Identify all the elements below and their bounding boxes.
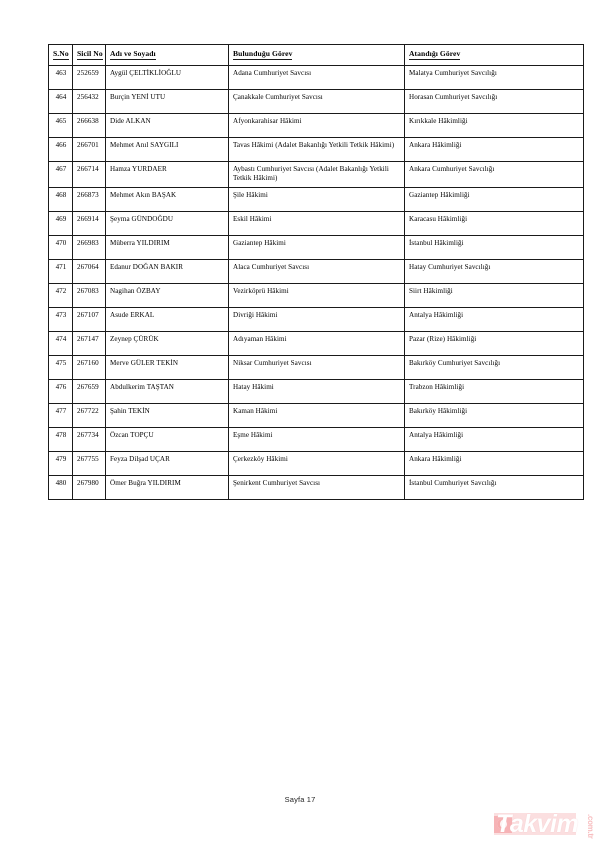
cell-ad-soyad: Müberra YILDIRIM bbox=[106, 235, 229, 259]
cell-bulundugu-gorev: Tavas Hâkimi (Adalet Bakanlığı Yetkili Tetkik Hâkimi) bbox=[229, 138, 405, 162]
cell-ad-soyad: Burçin YENİ UTU bbox=[106, 90, 229, 114]
takvim-watermark-logo bbox=[492, 804, 596, 844]
table-body bbox=[49, 66, 584, 500]
cell-bulundugu-gorev: Eşme Hâkimi bbox=[229, 427, 405, 451]
cell-sno: 463 bbox=[49, 66, 73, 90]
cell-sicil-no: 267160 bbox=[73, 355, 106, 379]
cell-atandigi-gorev: Trabzon Hâkimliği bbox=[405, 379, 584, 403]
cell-sicil-no: 266638 bbox=[73, 114, 106, 138]
roster-table bbox=[48, 44, 584, 500]
column-header-ad-soyad: Adı ve Soyadı bbox=[106, 45, 229, 66]
column-header-bulundugu-gorev: Bulunduğu Görev bbox=[229, 45, 405, 66]
cell-ad-soyad: Hamza YURDAER bbox=[106, 162, 229, 188]
cell-atandigi-gorev: Antalya Hâkimliği bbox=[405, 307, 584, 331]
table-row bbox=[49, 307, 584, 331]
cell-ad-soyad: Şeyma GÜNDOĞDU bbox=[106, 211, 229, 235]
cell-sno: 479 bbox=[49, 451, 73, 475]
cell-ad-soyad: Merve GÜLER TEKİN bbox=[106, 355, 229, 379]
cell-atandigi-gorev: Pazar (Rize) Hâkimliği bbox=[405, 331, 584, 355]
table-header bbox=[49, 45, 584, 66]
cell-sicil-no: 267064 bbox=[73, 259, 106, 283]
cell-sno: 472 bbox=[49, 283, 73, 307]
cell-atandigi-gorev: Gaziantep Hâkimliği bbox=[405, 187, 584, 211]
cell-bulundugu-gorev: Şile Hâkimi bbox=[229, 187, 405, 211]
table-row bbox=[49, 427, 584, 451]
cell-sno: 477 bbox=[49, 403, 73, 427]
cell-atandigi-gorev: Hatay Cumhuriyet Savcılığı bbox=[405, 259, 584, 283]
cell-sicil-no: 266873 bbox=[73, 187, 106, 211]
cell-bulundugu-gorev: Afyonkarahisar Hâkimi bbox=[229, 114, 405, 138]
table-row bbox=[49, 114, 584, 138]
cell-sno: 475 bbox=[49, 355, 73, 379]
cell-sicil-no: 266701 bbox=[73, 138, 106, 162]
cell-ad-soyad: Dide ALKAN bbox=[106, 114, 229, 138]
cell-sno: 476 bbox=[49, 379, 73, 403]
cell-sicil-no: 267980 bbox=[73, 475, 106, 499]
watermark-band bbox=[494, 810, 579, 838]
cell-ad-soyad: Abdulkerim TAŞTAN bbox=[106, 379, 229, 403]
column-header-sicil-no: Sicil No bbox=[73, 45, 106, 66]
cell-bulundugu-gorev: Çanakkale Cumhuriyet Savcısı bbox=[229, 90, 405, 114]
cell-ad-soyad: Mehmet Akın BAŞAK bbox=[106, 187, 229, 211]
cell-sicil-no: 252659 bbox=[73, 66, 106, 90]
cell-atandigi-gorev: Ankara Hâkimliği bbox=[405, 138, 584, 162]
cell-sno: 478 bbox=[49, 427, 73, 451]
table-row bbox=[49, 211, 584, 235]
cell-sicil-no: 267107 bbox=[73, 307, 106, 331]
table-row bbox=[49, 475, 584, 499]
cell-atandigi-gorev: Siirt Hâkimliği bbox=[405, 283, 584, 307]
cell-ad-soyad: Asude ERKAL bbox=[106, 307, 229, 331]
cell-bulundugu-gorev: Aybastı Cumhuriyet Savcısı (Adalet Bakanlığı Yetkili Tetkik Hâkimi) bbox=[229, 162, 405, 188]
cell-sno: 473 bbox=[49, 307, 73, 331]
cell-atandigi-gorev: Bakırköy Cumhuriyet Savcılığı bbox=[405, 355, 584, 379]
table-row bbox=[49, 379, 584, 403]
crescent-icon bbox=[497, 819, 507, 829]
cell-sicil-no: 267147 bbox=[73, 331, 106, 355]
table-row bbox=[49, 331, 584, 355]
cell-bulundugu-gorev: Eskil Hâkimi bbox=[229, 211, 405, 235]
turkish-flag-icon bbox=[494, 816, 512, 833]
cell-ad-soyad: Şahin TEKİN bbox=[106, 403, 229, 427]
cell-sicil-no: 267734 bbox=[73, 427, 106, 451]
cell-ad-soyad: Edanur DOĞAN BAKIR bbox=[106, 259, 229, 283]
cell-ad-soyad: Feyza Dilşad UÇAR bbox=[106, 451, 229, 475]
table-row bbox=[49, 283, 584, 307]
cell-sicil-no: 267722 bbox=[73, 403, 106, 427]
cell-bulundugu-gorev: Niksar Cumhuriyet Savcısı bbox=[229, 355, 405, 379]
cell-sno: 469 bbox=[49, 211, 73, 235]
cell-bulundugu-gorev: Şenirkent Cumhuriyet Savcısı bbox=[229, 475, 405, 499]
cell-sno: 468 bbox=[49, 187, 73, 211]
cell-bulundugu-gorev: Çerkezköy Hâkimi bbox=[229, 451, 405, 475]
table-row bbox=[49, 187, 584, 211]
cell-sno: 480 bbox=[49, 475, 73, 499]
cell-atandigi-gorev: İstanbul Cumhuriyet Savcılığı bbox=[405, 475, 584, 499]
cell-atandigi-gorev: Karacasu Hâkimliği bbox=[405, 211, 584, 235]
cell-sicil-no: 267755 bbox=[73, 451, 106, 475]
cell-ad-soyad: Özcan TOPÇU bbox=[106, 427, 229, 451]
cell-atandigi-gorev: Bakırköy Hâkimliği bbox=[405, 403, 584, 427]
cell-bulundugu-gorev: Adana Cumhuriyet Savcısı bbox=[229, 66, 405, 90]
cell-ad-soyad: Ömer Buğra YILDIRIM bbox=[106, 475, 229, 499]
cell-bulundugu-gorev: Divriği Hâkimi bbox=[229, 307, 405, 331]
cell-sno: 466 bbox=[49, 138, 73, 162]
cell-atandigi-gorev: Ankara Hâkimliği bbox=[405, 451, 584, 475]
cell-atandigi-gorev: Malatya Cumhuriyet Savcılığı bbox=[405, 66, 584, 90]
cell-ad-soyad: Nagihan ÖZBAY bbox=[106, 283, 229, 307]
table-row bbox=[49, 162, 584, 188]
cell-sno: 471 bbox=[49, 259, 73, 283]
cell-sno: 474 bbox=[49, 331, 73, 355]
table-row bbox=[49, 235, 584, 259]
cell-sno: 464 bbox=[49, 90, 73, 114]
table-header-row bbox=[49, 45, 584, 66]
cell-sicil-no: 266914 bbox=[73, 211, 106, 235]
cell-atandigi-gorev: İstanbul Hâkimliği bbox=[405, 235, 584, 259]
cell-atandigi-gorev: Antalya Hâkimliği bbox=[405, 427, 584, 451]
cell-atandigi-gorev: Horasan Cumhuriyet Savcılığı bbox=[405, 90, 584, 114]
cell-bulundugu-gorev: Adıyaman Hâkimi bbox=[229, 331, 405, 355]
table-row bbox=[49, 355, 584, 379]
table-row bbox=[49, 259, 584, 283]
column-header-sno: S.No bbox=[49, 45, 73, 66]
cell-bulundugu-gorev: Hatay Hâkimi bbox=[229, 379, 405, 403]
roster-table-container bbox=[48, 44, 583, 500]
cell-sicil-no: 256432 bbox=[73, 90, 106, 114]
cell-bulundugu-gorev: Kaman Hâkimi bbox=[229, 403, 405, 427]
cell-sno: 467 bbox=[49, 162, 73, 188]
column-header-atandigi-gorev: Atandığı Görev bbox=[405, 45, 584, 66]
cell-sno: 470 bbox=[49, 235, 73, 259]
cell-atandigi-gorev: Kırıkkale Hâkimliği bbox=[405, 114, 584, 138]
cell-sicil-no: 266983 bbox=[73, 235, 106, 259]
cell-sno: 465 bbox=[49, 114, 73, 138]
table-row bbox=[49, 138, 584, 162]
cell-sicil-no: 267659 bbox=[73, 379, 106, 403]
page-number-label: Sayfa 17 bbox=[284, 795, 316, 804]
cell-bulundugu-gorev: Alaca Cumhuriyet Savcısı bbox=[229, 259, 405, 283]
cell-ad-soyad: Mehmet Anıl SAYGILI bbox=[106, 138, 229, 162]
cell-bulundugu-gorev: Vezirköprü Hâkimi bbox=[229, 283, 405, 307]
cell-bulundugu-gorev: Gaziantep Hâkimi bbox=[229, 235, 405, 259]
table-row bbox=[49, 403, 584, 427]
cell-atandigi-gorev: Ankara Cumhuriyet Savcılığı bbox=[405, 162, 584, 188]
table-row bbox=[49, 90, 584, 114]
cell-ad-soyad: Aygül ÇELTİKLİOĞLU bbox=[106, 66, 229, 90]
page-footer bbox=[0, 795, 600, 804]
table-row bbox=[49, 451, 584, 475]
table-row bbox=[49, 66, 584, 90]
watermark-brand-text: Takvim bbox=[496, 810, 579, 838]
cell-ad-soyad: Zeynep ÇÜRÜK bbox=[106, 331, 229, 355]
cell-sicil-no: 266714 bbox=[73, 162, 106, 188]
watermark-domain-suffix: .com.tr bbox=[586, 814, 595, 839]
cell-sicil-no: 267083 bbox=[73, 283, 106, 307]
